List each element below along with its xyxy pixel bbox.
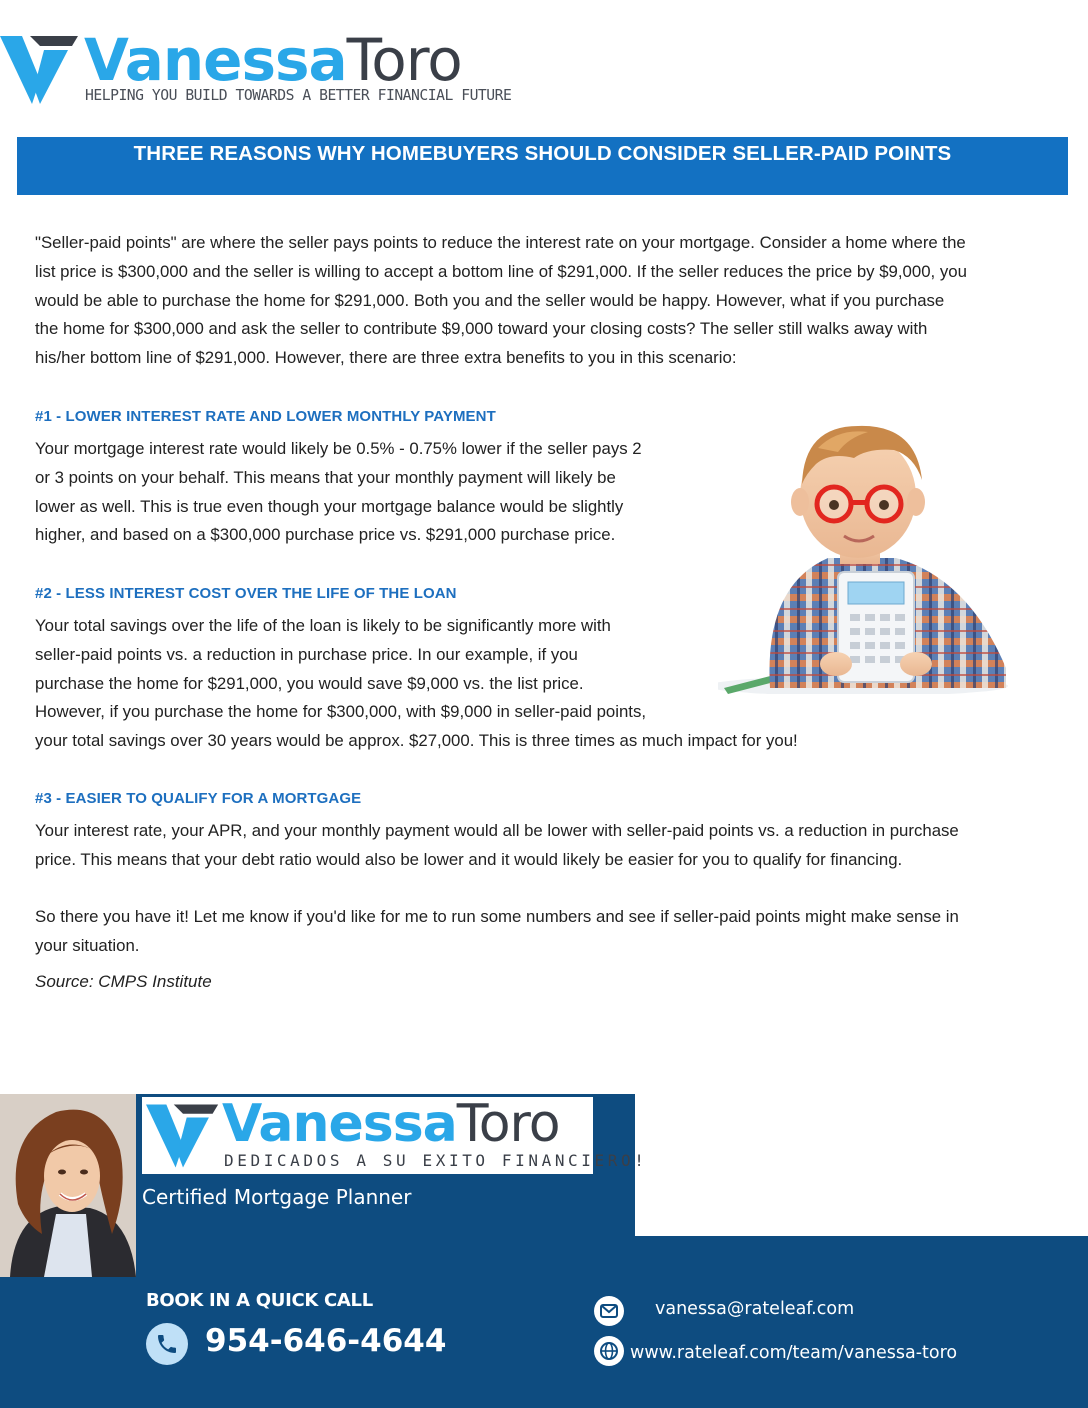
section-3-body [35,817,959,875]
email-link[interactable]: vanessa@rateleaf.com [655,1299,855,1319]
section-2-body [35,612,798,756]
footer-logo-last-name: Toro [456,1094,560,1154]
section-1-heading: #1 - LOWER INTEREST RATE AND LOWER MONTHLY PAYMENT [35,408,496,425]
section-line: your total savings over 30 years would be approx. $27,000. This is three times as much impact for you! [35,731,798,751]
logo-tagline: HELPING YOU BUILD TOWARDS A BETTER FINANCIAL FUTURE [85,86,512,104]
phone-icon[interactable] [146,1323,188,1365]
section-line: purchase the home for $291,000, you would save $9,000 vs. the list price. [35,673,584,693]
intro-line: "Seller-paid points" are where the seller pays points to reduce the interest rate on your mortgage. Consider a home where the [35,233,966,252]
email-icon[interactable] [594,1296,624,1326]
section-1-body [35,435,642,550]
closing-line: So there you have it! Let me know if you'd like for me to run some numbers and see if seller-paid points might make sense in [35,907,959,926]
book-call-label: BOOK IN A QUICK CALL [146,1290,373,1311]
source-citation: Source: CMPS Institute [35,972,212,991]
logo-wordmark [84,28,462,92]
intro-line: the home for $300,000 and ask the seller to contribute $9,000 toward your closing costs? The seller still walks away with [35,319,928,339]
footer-logo-first-name: Vanessa [222,1094,457,1154]
footer-logo-tagline: DEDICADOS A SU EXITO FINANCIERO! [224,1151,648,1170]
agent-title: Certified Mortgage Planner [142,1185,412,1209]
logo-v-mark-icon [0,36,80,104]
header-logo [0,26,512,118]
title-banner [17,137,1068,195]
logo-first-name: Vanessa [84,26,347,94]
intro-paragraph [35,229,967,373]
section-line: lower as well. This is true even though your mortgage balance would be slightly [35,496,624,516]
closing-line: your situation. [35,935,140,955]
website-link[interactable]: www.rateleaf.com/team/vanessa-toro [630,1343,958,1363]
footer-logo-v-mark-icon [146,1103,220,1169]
intro-line: would be able to purchase the home for $291,000. Both you and the seller would be happy. However, what if you purchase [35,290,945,310]
section-line: or 3 points on your behalf. This means that your monthly payment will likely be [35,467,616,487]
footer-logo-wordmark [222,1095,560,1153]
section-3-heading: #3 - EASIER TO QUALIFY FOR A MORTGAGE [35,790,362,807]
child-with-calculator-image [718,418,1008,694]
footer-logo [142,1094,648,1174]
agent-portrait-image [0,1094,136,1277]
globe-icon[interactable] [594,1336,624,1366]
section-line: higher, and based on a $300,000 purchase price vs. $291,000 purchase price. [35,525,616,545]
intro-line: list price is $300,000 and the seller is willing to accept a bottom line of $291,000. If the seller reduces the price by $9,000, you [35,261,967,281]
section-line: Your interest rate, your APR, and your monthly payment would all be lower with seller-paid points vs. a reduction in purchase [35,821,959,840]
phone-number-link[interactable]: 954-646-4644 [205,1323,447,1359]
logo-last-name: Toro [346,26,462,94]
agent-photo [0,1094,136,1277]
section-line: Your total savings over the life of the loan is likely to be significantly more with [35,616,611,635]
intro-line: his/her bottom line of $291,000. However, there are three extra benefits to you in this scenario: [35,348,737,368]
closing-paragraph [35,903,959,961]
section-line: price. This means that your debt ratio would also be lower and it would likely be easier for you to qualify for financing. [35,849,903,869]
section-line: Your mortgage interest rate would likely be 0.5% - 0.75% lower if the seller pays 2 [35,439,642,458]
section-line: However, if you purchase the home for $300,000, with $9,000 in seller-paid points, [35,702,647,722]
footer-contact-band [0,1236,1088,1408]
page-title: THREE REASONS WHY HOMEBUYERS SHOULD CONSIDER SELLER-PAID POINTS [133,142,952,165]
section-line: seller-paid points vs. a reduction in purchase price. In our example, if you [35,644,578,664]
section-2-heading: #2 - LESS INTEREST COST OVER THE LIFE OF THE LOAN [35,585,457,602]
